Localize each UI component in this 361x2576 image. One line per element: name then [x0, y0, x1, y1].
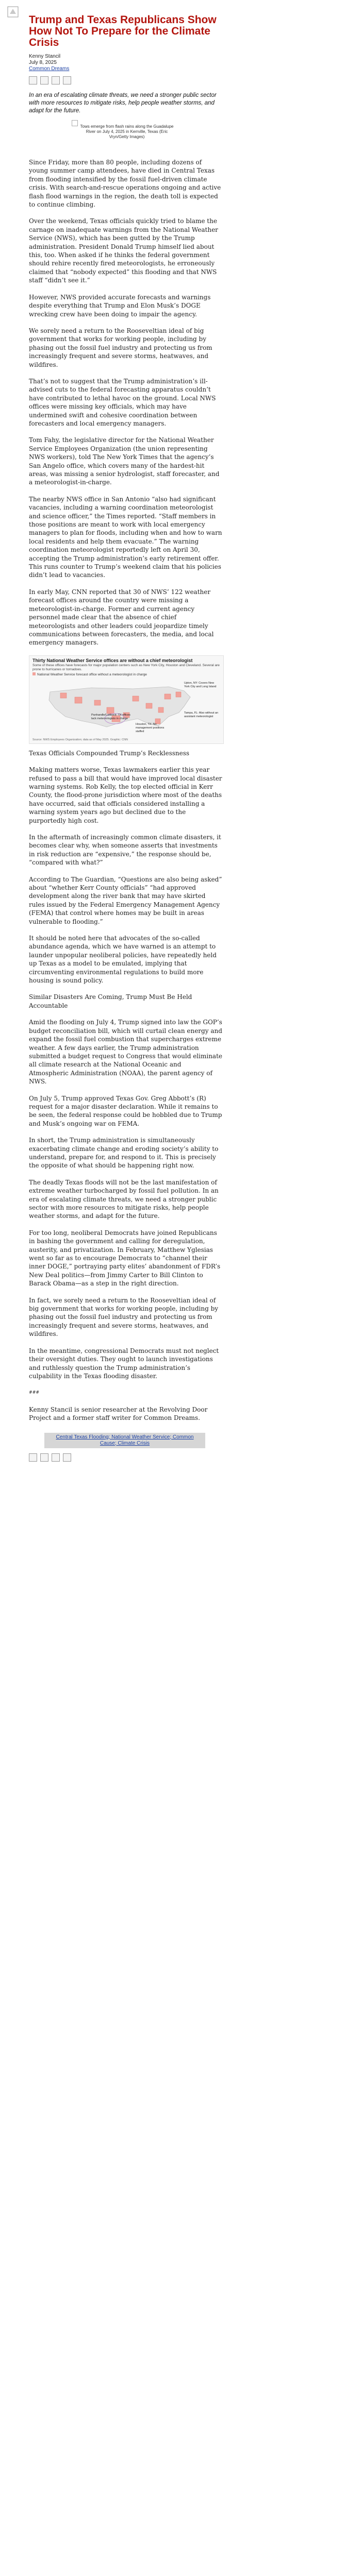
paragraph: It should be noted here that advocates of the so-called abundance agenda, which we have warned is an attempt to launder unpopular neoliberal policies, have repeatedly held up Texas as a model to be emulated, implying that circumventing environmental regulations to build more housing is sound policy. [29, 935, 217, 985]
map-title: Thirty National Weather Service offices are without a chief meteorologist [32, 657, 193, 663]
article [29, 14, 223, 1462]
office-region [158, 707, 163, 713]
twitter-icon[interactable] [40, 1453, 48, 1462]
paragraph: Over the weekend, Texas officials quickly tried to blame the carnage on inadequate warnings from the National Weather Service (NWS), which has been gutted by the Trump administration. President Donald Trump himself lied about this, too. When asked if he thinks the federal government should rehire recently fired meteorologists, he erroneously claimed that “nobody expected” this flooding and that NWS staff “didn’t see it.” [29, 217, 218, 284]
callout-center: Panhandle/Lubbock: TX offices lack meteorologists in charge [91, 713, 130, 720]
facebook-icon[interactable] [29, 1453, 37, 1462]
share-row [29, 76, 223, 84]
twitter-icon[interactable] [40, 76, 48, 84]
callout-houston: Houston, TX: No management positions staffed [136, 722, 165, 733]
paragraph: However, NWS provided accurate forecasts and warnings despite everything that Trump and Elon Musk’s DOGE wrecking crew have been doing to impair the agency. [29, 293, 211, 318]
link-icon[interactable] [63, 1453, 71, 1462]
paragraph: On July 5, Trump approved Texas Gov. Greg Abbott’s (R) request for a major disaster declaration. While it remains to be seen, the federal response could be hobbled due to Trump and Musk’s ongoing war on FEMA. [29, 1094, 222, 1127]
office-region [176, 692, 181, 697]
article-photo [72, 120, 180, 147]
paragraph: In early May, CNN reported that 30 of NWS’ 122 weather forecast offices around the country were missing a meteorologist-in-charge. Former and current agency personnel made clear that the absence of chief meteorologists and other leaders could jeopardize timely communications between forecasters, the media, and local emergency managers. [29, 588, 214, 647]
byline [29, 54, 223, 72]
paragraph: In the aftermath of increasingly common climate disasters, it becomes clear why, when someone asserts that investments in risk reduction are “expensive,” the response should be, “compared with what?” [29, 833, 221, 867]
office-region [60, 693, 67, 698]
article-title: Trump and Texas Republicans Show How Not To Prepare for the Climate Crisis [29, 14, 217, 48]
paragraph: That’s not to suggest that the Trump administration’s ill-advised cuts to the federal forecasting apparatus couldn’t have contributed to lethal havoc on the ground. Local NWS offices were missing key officials, which may have undermined swift and cohesive coordination between forecasters and local emergency managers. [29, 377, 216, 427]
nws-offices-map [29, 655, 224, 744]
office-region [133, 696, 139, 701]
office-region [146, 703, 152, 708]
paragraph: Making matters worse, Texas lawmakers earlier this year refused to pass a bill that would have improved local disaster warning systems. Rob Kelly, the top elected official in Kerr County, the flood-prone jurisdiction where most of the deaths have occurred, said that officials considered installing a warning system years ago but declined due to the purportedly high cost. [29, 766, 222, 824]
publish-date: July 8, 2025 [29, 60, 57, 65]
photo-caption: Tows emerge from flash rains along the Guadalupe River on July 4, 2025 in Kerrville, Texas (Eric Vryn/Getty Images) [80, 124, 174, 139]
paragraph: In the meantime, congressional Democrats must not neglect their oversight duties. They ought to launch investigations and ruthlessly question the Trump administration’s culpability in the Texas flooding disaster. [29, 1347, 219, 1380]
paragraph: Tom Fahy, the legislative director for the National Weather Service Employees Organization (the union representing NWS workers), told The New York Times that the agency’s San Angelo office, which covers many of the hardest-hit areas, was missing a senior hydrologist, staff forecaster, and a meteorologist-in-charge. [29, 436, 220, 486]
link-icon[interactable] [63, 76, 71, 84]
callout-upton: Upton, NY: Covers New York City and Long Island [184, 681, 217, 688]
paragraph: Since Friday, more than 80 people, including dozens of young summer camp attendees, have died in Central Texas from flooding intensified by the fossil fuel-driven climate crisis. With search-and-rescue operations ongoing and active flash flood warnings in the region, the death toll is expected to continue climbing. [29, 159, 221, 209]
email-icon[interactable] [52, 1453, 60, 1462]
office-region [75, 697, 82, 703]
share-row-bottom [29, 1453, 223, 1462]
paragraph: The nearby NWS office in San Antonio “also had significant vacancies, including a warning coordination meteorologist and science officer,” the Times reported. “Staff members in those positions are meant to work with local emergency managers to plan for floods, including when and how to warn local residents and help them evacuate.” The warning coordination meteorologist reportedly left on April 30, accepting the Trump administration’s early retirement offer. This runs counter to Trump’s weekend claim that his policies didn’t lead to vacancies. [29, 495, 222, 579]
paragraph: Amid the flooding on July 4, Trump signed into law the GOP’s budget reconciliation bill, which will curtail clean energy and expand the fossil fuel combustion that supercharges extreme weather. A few days earlier, the Trump administration submitted a budget request to Congress that would eliminate all climate research at the National Oceanic and Atmospheric Administration (NOAA), the parent agency of NWS. [29, 1019, 222, 1086]
end-mark: ### [29, 1390, 40, 1395]
map-subtitle: Some of these offices have forecasts for major population centers such as New York City, Houston and Cleveland. Several are prone to hurricanes or tornadoes. [32, 663, 220, 671]
source-link[interactable]: Common Dreams [29, 66, 70, 72]
paragraph: We sorely need a return to the Rooseveltian ideal of big government that works for working people, including by phasing out the fossil fuel industry and protecting us from increasingly frequent and severe storms, heatwaves, and wildfires. [29, 327, 212, 368]
paragraph: According to The Guardian, “Questions are also being asked” about “whether Kerr County officials” “had approved development along the river bank that may have skirted rules issued by the Federal Emergency Management Agency (FEMA) that control where homes may be built in areas vulnerable to flooding.” [29, 875, 222, 925]
paragraph: In short, the Trump administration is simultaneously exacerbating climate change and eroding society’s ability to understand, prepare for, and respond to it. This is precisely the opposite of what should be happening right now. [29, 1137, 219, 1170]
author-bio: Kenny Stancil is senior researcher at the Revolving Door Project and a former staff writer for Common Dreams. [29, 1405, 208, 1422]
tag-links[interactable]: Central Texas Flooding; National Weather Service; Common Cause; Climate Crisis [56, 1434, 194, 1446]
map-legend [29, 672, 223, 676]
author-name: Kenny Stancil [29, 54, 61, 59]
legend-swatch [32, 672, 36, 675]
article-dek: In an era of escalating climate threats, we need a stronger public sector with more resources to mitigate risks, help people weather storms, and adapt for the future. [29, 92, 217, 114]
map-source: Source: NWS Employees Organization; data as of May 2025. Graphic: CNN [32, 738, 128, 741]
email-icon[interactable] [52, 76, 60, 84]
publication-logo [7, 6, 19, 18]
office-region [165, 694, 171, 699]
paragraph: For too long, neoliberal Democrats have joined Republicans in bashing the government and calling for deregulation, austerity, and privatization. In February, Matthew Yglesias went so far as to encourage Democrats to “channel their inner DOGE,” portraying party elites’ abandonment of FDR’s New Deal politics—from Jimmy Carter to Bill Clinton to Barack Obama—as a step in the right direction. [29, 1229, 221, 1287]
section-heading: Similar Disasters Are Coming, Trump Must Be Held Accountable [29, 993, 192, 1009]
office-region [94, 700, 101, 705]
office-region [107, 707, 114, 714]
legend-label: National Weather Service forecast office without a meteorologist in charge [37, 672, 147, 676]
broken-image-icon [72, 120, 78, 126]
paragraph: In fact, we sorely need a return to the Rooseveltian ideal of big government that works for working people, including by phasing out the fossil fuel industry and protecting us from increasingly frequent and severe storms, heatwaves, and wildfires. [29, 1296, 219, 1338]
article-tags [44, 1433, 205, 1448]
facebook-icon[interactable] [29, 76, 37, 84]
section-heading: Texas Officials Compounded Trump’s Recklessness [29, 749, 190, 757]
callout-tampa: Tampa, FL: Also without an assistant meteorologist [184, 711, 219, 718]
paragraph: The deadly Texas floods will not be the last manifestation of extreme weather turbocharged by fossil fuel pollution. In an era of escalating climate threats, we need a stronger public sector with more resources to mitigate risks, help people weather storms, and adapt for the future. [29, 1178, 219, 1220]
